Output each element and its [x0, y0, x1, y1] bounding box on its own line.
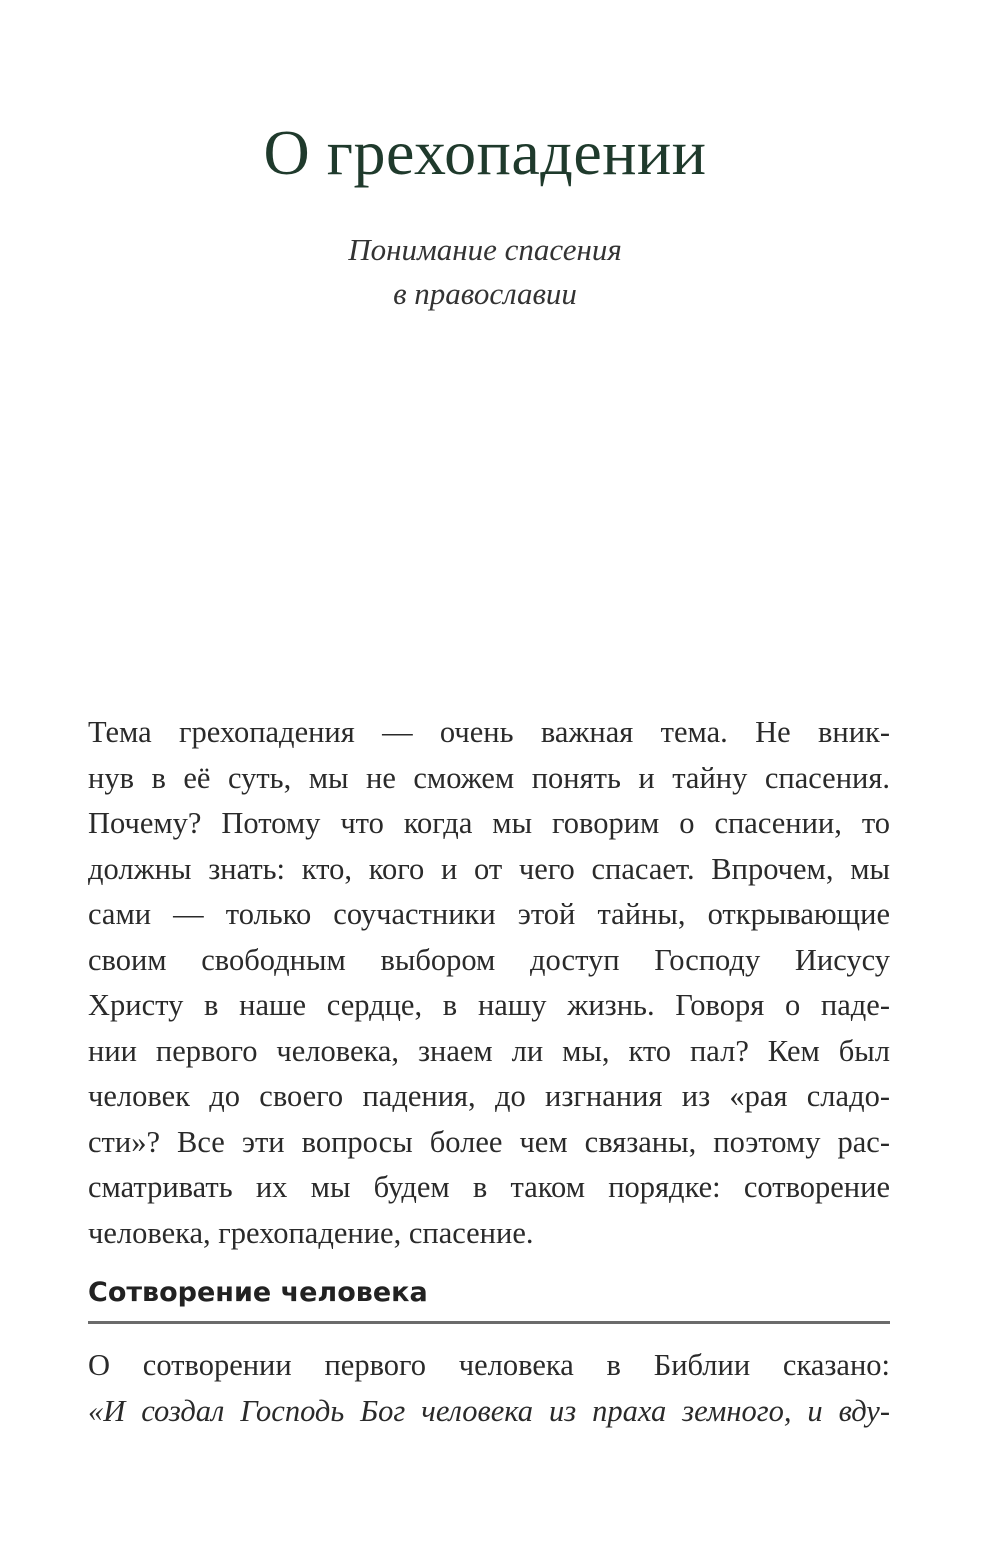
chapter-subtitle — [0, 228, 970, 316]
chapter-title: О грехопадении — [263, 117, 707, 188]
paragraph-line: Почему? Потому что когда мы говорим о спасении, то — [88, 806, 890, 840]
paragraph-line: О сотворении первого человека в Библии сказано: — [88, 1348, 890, 1382]
paragraph-line: сами — только соучастники этой тайны, открывающие — [88, 897, 890, 931]
paragraph-line: Христу в наше сердце, в нашу жизнь. Говоря о паде- — [88, 988, 890, 1022]
section-paragraph — [88, 1343, 890, 1434]
paragraph-line: нии первого человека, знаем ли мы, кто пал? Кем был — [88, 1033, 890, 1068]
section-divider — [88, 1321, 890, 1324]
paragraph-line: Тема грехопадения — очень важная тема. Не вник- — [88, 715, 890, 749]
paragraph-line: нув в её суть, мы не сможем понять и тайну спасения. — [88, 760, 890, 795]
subtitle-line: в православии — [393, 276, 577, 311]
intro-paragraph — [88, 710, 890, 1256]
subtitle-line: Понимание спасения — [348, 232, 622, 267]
paragraph-line: человек до своего падения, до изгнания из «рая сладо- — [88, 1079, 890, 1113]
paragraph-line: должны знать: кто, кого и от чего спасает. Впрочем, мы — [88, 851, 890, 886]
paragraph-line: сматривать их мы будем в таком порядке: сотворение — [88, 1170, 890, 1204]
paragraph-line: сти»? Все эти вопросы более чем связаны, поэтому рас- — [88, 1124, 890, 1159]
paragraph-line: своим свободным выбором доступ Господу Иисусу — [88, 942, 890, 977]
paragraph-line: человека, грехопадение, спасение. — [88, 1215, 534, 1250]
quote-line: «И создал Господь Бог человека из праха земного, и вду- — [88, 1393, 890, 1428]
section-heading: Сотворение человека — [88, 1277, 428, 1308]
